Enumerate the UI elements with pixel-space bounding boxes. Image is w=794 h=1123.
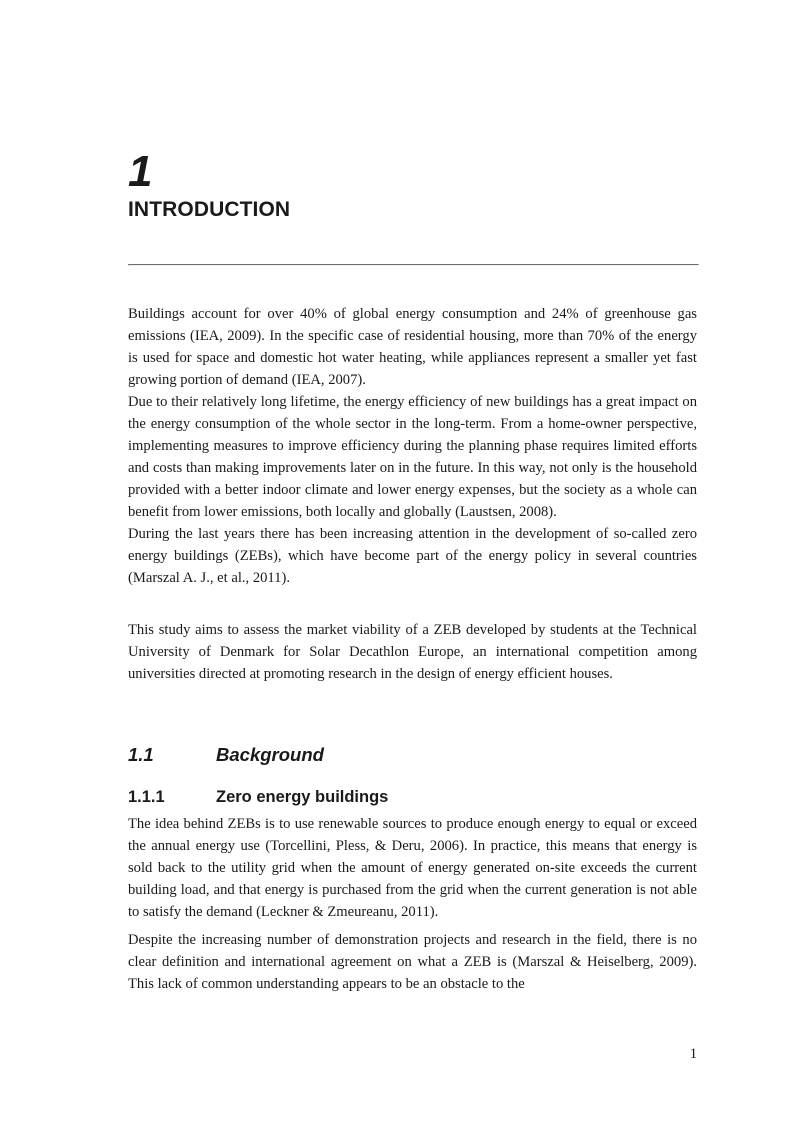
- zeb-idea-text-block: [128, 813, 697, 923]
- chapter-number: 1: [128, 147, 153, 196]
- paragraph-study-aim: This study aims to assess the market viability of a ZEB developed by students at the Technical University of Denmark for Solar Decathlon Europe, an international competition among universities directed at promoting research in the design of energy efficient houses.: [128, 622, 697, 682]
- page-number: 1: [689, 1046, 697, 1062]
- zeb-definition-text-block: [128, 929, 697, 995]
- section-number: 1.1: [128, 744, 154, 765]
- paragraph-zeb-definition: Despite the increasing number of demonstration projects and research in the field, there is no clear definition and international agreement on what a ZEB is (Marszal & Heiselberg, 2009). This lack of common understanding appears to be an obstacle to the: [128, 932, 697, 992]
- paragraph-zeb-idea: The idea behind ZEBs is to use renewable sources to produce enough energy to equal or exceed the annual energy use (Torcellini, Pless, & Deru, 2006). In practice, this means that energy is sold back to the utility grid when the amount of energy generated on-site exceeds the current building load, and that energy is purchased from the grid when the current generation is not able to satisfy the demand (Leckner & Zmeureanu, 2011).: [128, 816, 697, 920]
- section-heading-background: [128, 742, 324, 768]
- paragraph-buildings-energy: Buildings account for over 40% of global energy consumption and 24% of greenhouse gas emissions (IEA, 2009). In the specific case of residential housing, more than 70% of the energy is used for space and domestic hot water heating, while appliances represent a smaller yet fast growing portion of demand (IEA, 2007).: [128, 306, 697, 388]
- chapter-title: INTRODUCTION: [128, 198, 291, 221]
- subsection-number: 1.1.1: [128, 788, 165, 806]
- paragraph-zeb-attention: During the last years there has been increasing attention in the development of so-called zero energy buildings (ZEBs), which have become part of the energy policy in several countries (Marszal A. J., et al., 2011).: [128, 526, 697, 586]
- section-title: Background: [216, 744, 324, 765]
- intro-text-block: [128, 303, 697, 589]
- study-aim-text-block: [128, 619, 697, 685]
- subsection-title: Zero energy buildings: [216, 788, 389, 806]
- subsection-heading-zero-energy-buildings: [128, 785, 388, 809]
- paragraph-building-lifetime: Due to their relatively long lifetime, the energy efficiency of new buildings has a great impact on the energy consumption of the whole sector in the long-term. From a home-owner perspective, implementing measures to improve efficiency during the planning phase requires limited efforts and costs than making improvements later on in the future. In this way, not only is the household provided with a better indoor climate and lower energy expenses, but the society as a whole can benefit from lower emissions, both locally and globally (Laustsen, 2008).: [128, 394, 697, 520]
- chapter-divider: [128, 264, 699, 266]
